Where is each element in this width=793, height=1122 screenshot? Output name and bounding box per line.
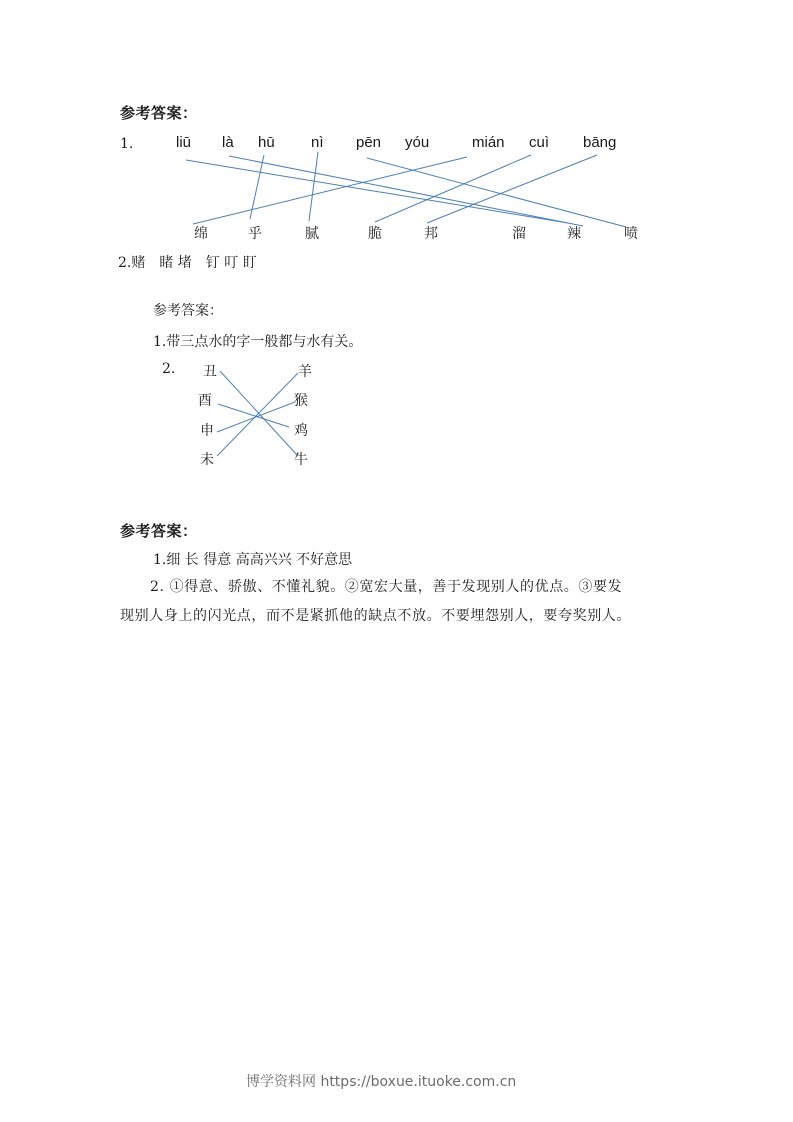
- pinyin-item: hū: [258, 134, 275, 151]
- zodiac-animal: 鸡: [294, 423, 308, 439]
- hanzi-item: 腻: [305, 226, 319, 242]
- match-line-you: [218, 404, 289, 427]
- match-line-ni: [309, 152, 318, 221]
- match-line-cui: [375, 155, 531, 222]
- match-line-liu: [186, 160, 568, 223]
- section2-question-2-number: 2.: [162, 361, 176, 377]
- match-line-hu: [250, 155, 264, 219]
- question-2-answer: 2.赌 睹 堵 钉 叮 盯: [118, 255, 257, 271]
- hanzi-item: 溜: [512, 226, 526, 242]
- section3-question-1: 1.细 长 得意 高高兴兴 不好意思: [153, 552, 353, 568]
- section3-question-2-line1: 2. ①得意、骄傲、不懂礼貌。②宽宏大量，善于发现别人的优点。③要发: [150, 579, 623, 595]
- section2-heading: 参考答案：: [153, 303, 223, 319]
- pinyin-item: cuì: [529, 134, 550, 151]
- pinyin-item: pēn: [356, 134, 382, 151]
- zodiac-animal: 羊: [298, 364, 312, 380]
- zodiac-branch: 未: [200, 452, 214, 468]
- section1-heading: 参考答案：: [120, 104, 198, 122]
- hanzi-item: 乎: [248, 226, 262, 242]
- pinyin-item: nì: [311, 134, 324, 151]
- zodiac-branch: 丑: [203, 364, 217, 380]
- hanzi-item: 脆: [368, 226, 382, 242]
- pinyin-item: liū: [176, 134, 192, 151]
- pinyin-item: bāng: [583, 134, 617, 151]
- match-line-la: [229, 156, 583, 226]
- hanzi-item: 辣: [567, 226, 581, 242]
- zodiac-animal: 猴: [294, 393, 308, 409]
- pinyin-item: mián: [472, 134, 505, 151]
- footer-watermark: 博学资料网 https://boxue.ituoke.com.cn: [246, 1074, 517, 1090]
- hanzi-item: 绵: [194, 226, 208, 242]
- match-line-chou: [220, 371, 297, 455]
- zodiac-animal: 牛: [294, 452, 308, 468]
- zodiac-branch: 酉: [198, 393, 212, 409]
- match-line-shen: [217, 402, 295, 432]
- hanzi-item: 邦: [424, 226, 438, 242]
- pinyin-item: là: [222, 134, 234, 151]
- match-line-mian: [193, 157, 467, 224]
- question-1-number: 1.: [120, 136, 134, 152]
- zodiac-branch: 申: [200, 423, 214, 439]
- hanzi-item: 喷: [624, 226, 638, 242]
- pinyin-item: yóu: [405, 134, 430, 151]
- match-line-pen: [367, 158, 626, 227]
- match-line-bang: [427, 155, 597, 223]
- section3-question-2-line2: 现别人身上的闪光点，而不是紧抓他的缺点不放。不要埋怨别人，要夸奖别人。: [120, 608, 631, 624]
- match-line-wei: [217, 373, 298, 456]
- section2-question-1: 1.带三点水的字一般都与水有关。: [153, 334, 363, 350]
- section3-heading: 参考答案：: [120, 522, 198, 540]
